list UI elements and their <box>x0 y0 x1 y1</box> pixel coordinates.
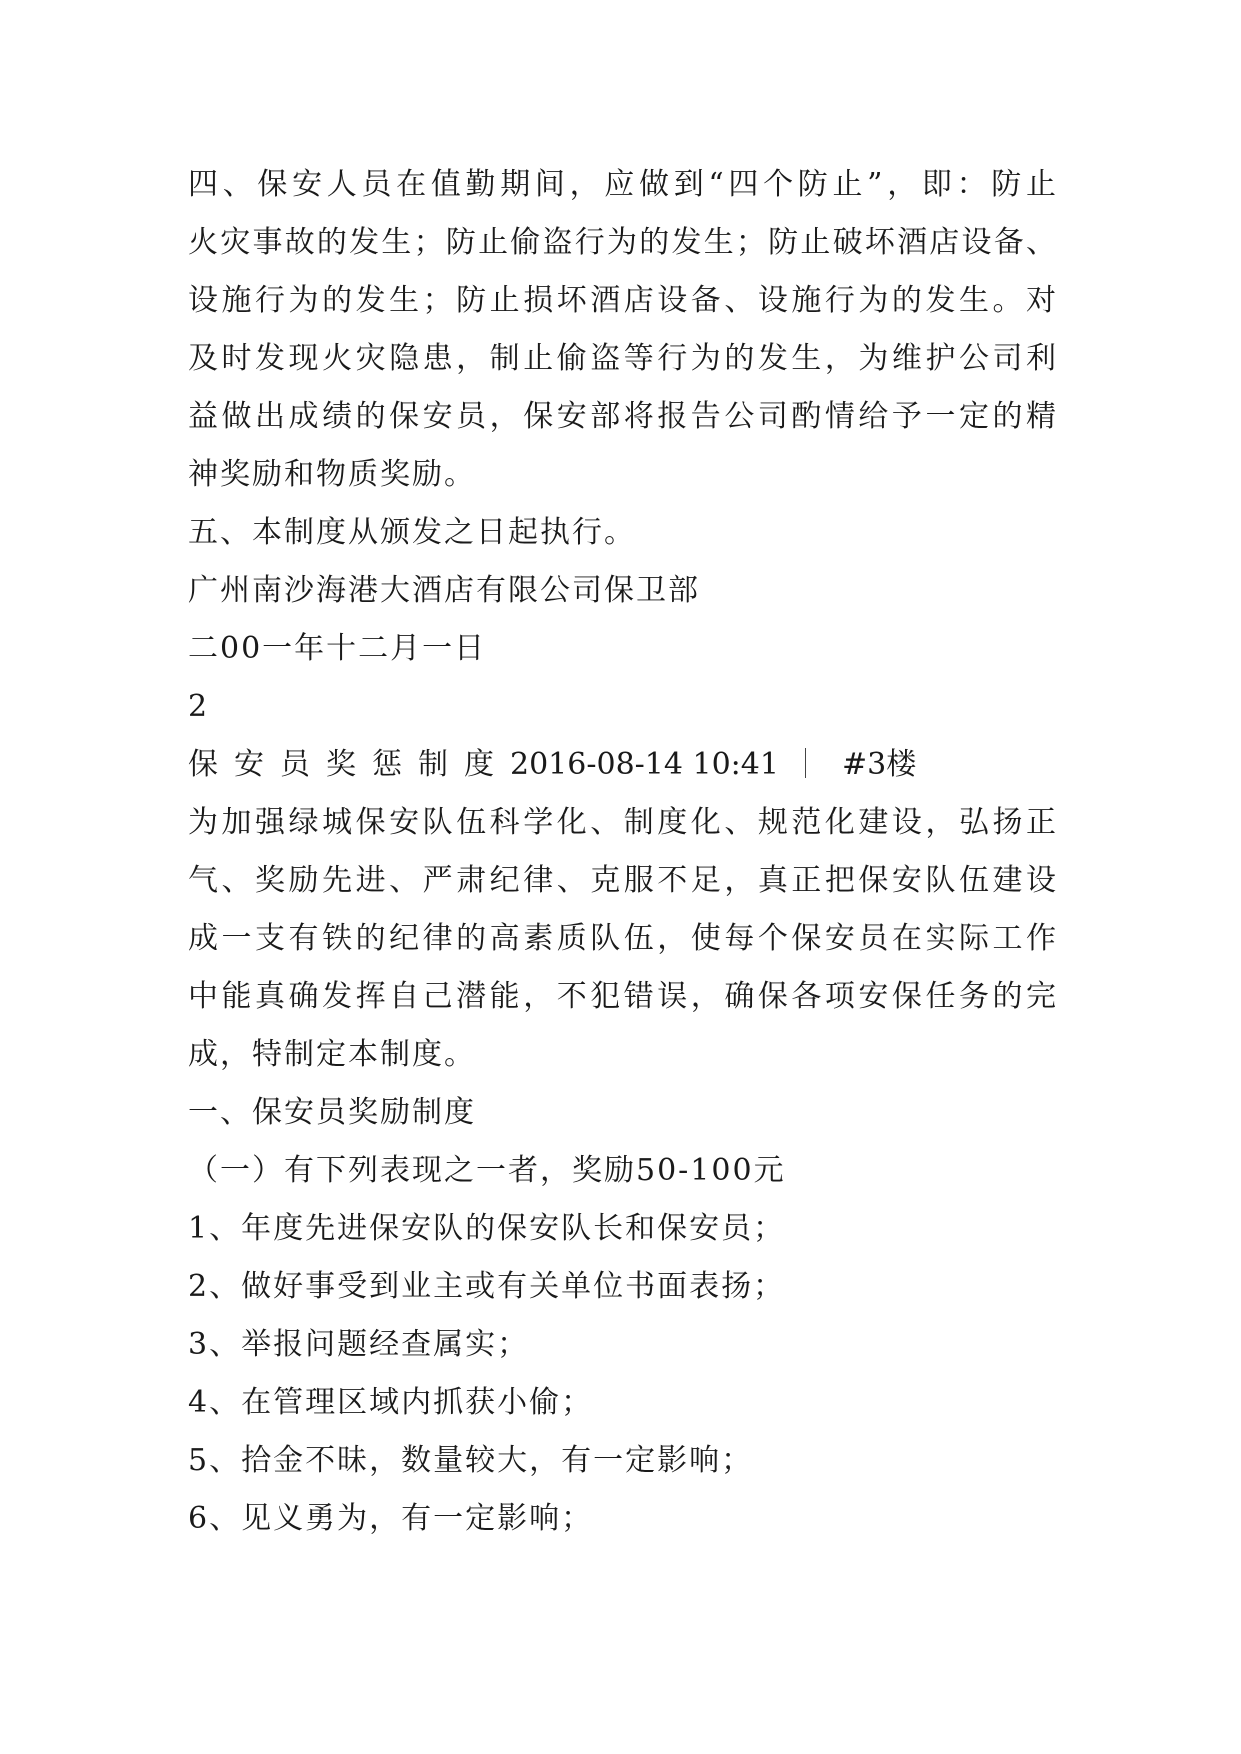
paragraph-line: 益做出成绩的保安员，保安部将报告公司酌情给予一定的精 <box>188 399 1056 434</box>
paragraph-line: 成一支有铁的纪律的高素质队伍，使每个保安员在实际工作 <box>188 921 1056 956</box>
paragraph-line: 及时发现火灾隐患，制止偷盗等行为的发生，为维护公司利 <box>188 341 1056 376</box>
paragraph-line: 设施行为的发生；防止损坏酒店设备、设施行为的发生。对 <box>188 283 1056 318</box>
list-item: 3、举报问题经查属实； <box>188 1327 530 1362</box>
paragraph-line: 为加强绿城保安队伍科学化、制度化、规范化建设，弘扬正 <box>188 805 1056 840</box>
section-4-paragraph <box>188 156 1056 504</box>
paragraph-line: 气、奖励先进、严肃纪律、克服不足，真正把保安队伍建设 <box>188 863 1056 898</box>
list-item: 2、做好事受到业主或有关单位书面表扬； <box>188 1269 786 1304</box>
section-heading: 一、保安员奖励制度 <box>188 1095 476 1130</box>
document-page <box>188 156 1056 1548</box>
date-line: 二00一年十二月一日 <box>188 631 487 666</box>
post-header <box>188 736 1056 794</box>
post-floor: #3楼 <box>841 747 917 782</box>
list-item: 5、拾金不昧，数量较大，有一定影响； <box>188 1443 754 1478</box>
post-timestamp: 2016-08-14 10:41 <box>510 747 779 782</box>
list-item: 6、见义勇为，有一定影响； <box>188 1501 594 1536</box>
list-item: 4、在管理区域内抓获小偷； <box>188 1385 594 1420</box>
paragraph-line: 四、保安人员在值勤期间，应做到“四个防止”，即：防止 <box>188 167 1056 202</box>
paragraph-line: 神奖励和物质奖励。 <box>188 457 476 492</box>
reward-list <box>188 1200 1056 1548</box>
section-5-line: 五、本制度从颁发之日起执行。 <box>188 515 636 550</box>
paragraph-line: 火灾事故的发生；防止偷盗行为的发生；防止破坏酒店设备、 <box>188 225 1056 260</box>
paragraph-line: 成，特制定本制度。 <box>188 1037 476 1072</box>
intro-paragraph <box>188 794 1056 1084</box>
separator-bar <box>805 748 806 778</box>
subsection-heading: （一）有下列表现之一者，奖励50-100元 <box>188 1153 786 1188</box>
list-item: 1、年度先进保安队的保安队长和保安员； <box>188 1211 786 1246</box>
paragraph-line: 中能真确发挥自己潜能，不犯错误，确保各项安保任务的完 <box>188 979 1056 1014</box>
signature-line: 广州南沙海港大酒店有限公司保卫部 <box>188 573 700 608</box>
post-title: 保安员奖惩制度 <box>188 747 510 782</box>
page-number: 2 <box>188 689 208 724</box>
